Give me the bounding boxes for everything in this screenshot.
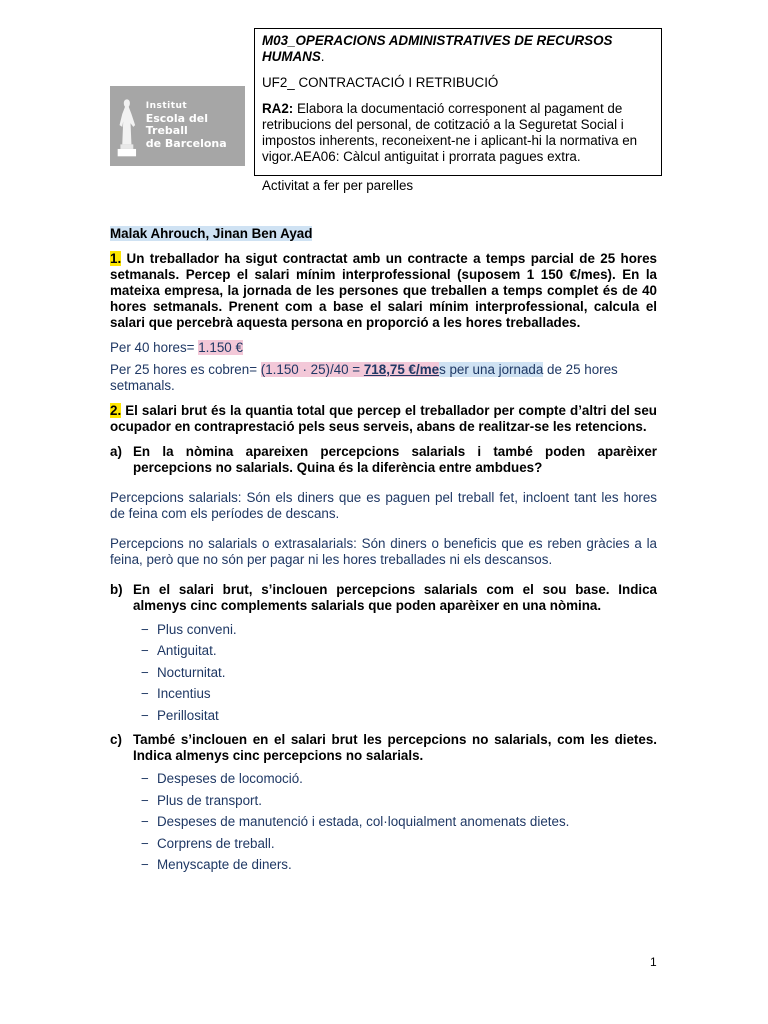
list-item: − Perillositat <box>141 707 219 723</box>
logo-line-1: Institut <box>145 100 188 111</box>
question-2c: c) També s’inclouen en el salari brut les percepcions no salarials, com les dietes. Indica almenys cinc percepcions no salarials. <box>110 731 657 763</box>
document-body <box>110 226 657 876</box>
logo-line-3: de Barcelona <box>145 137 227 151</box>
answer-2a-salarials: Percepcions salarials: Són els diners que es paguen pel treball fet, incloent tant les hores de feina com els períodes de descans. <box>110 490 657 521</box>
list-item: − Despeses de locomoció. <box>141 771 303 787</box>
list-item: − Plus conveni. <box>141 621 237 637</box>
school-logo <box>110 86 245 166</box>
list-item: − Nocturnitat. <box>141 664 226 680</box>
header-box <box>254 28 662 176</box>
salary-complements-list <box>141 619 657 727</box>
list-item: − Antiguitat. <box>141 643 217 659</box>
question-2: 2. El salari brut és la quantia total que percep el treballador per compte d’altri del seu ocupador en contraprestació pels seus serveis, abans de realitzar-se les retencions. <box>110 403 657 434</box>
module-title: M03_OPERACIONS ADMINISTRATIVES DE RECURSOS HUMANS. <box>262 33 613 64</box>
logo-line-2: Escola del Treball <box>145 112 208 137</box>
answer-1-line-1: Per 40 hores= 1.150 € <box>110 340 243 355</box>
question-2a: a) En la nòmina apareixen percepcions salarials i també poden aparèixer percepcions no salarials. Quina és la diferència entre ambdues? <box>110 444 657 475</box>
list-item: − Plus de transport. <box>141 792 262 808</box>
answer-1-line-2: Per 25 hores es cobren= (1.150 · 25)/40 = 718,75 €/mes per una jornada de 25 hores setmanals. <box>110 362 618 393</box>
page-number: 1 <box>650 955 657 969</box>
question-1: 1. Un treballador ha sigut contractat amb un contracte a temps parcial de 25 hores setmanals. Percep el salari mínim interprofessional (suposem 1 150 €/mes). En la mateixa empresa, la jornada de les persones que treballen a temps complet és de 40 hores setmanals. Prenent com a base el salari mínim interprofessional, calcula el salari que percebrà aquesta persona en proporció a les hores treballades. <box>110 251 657 330</box>
list-item: − Menyscapte de diners. <box>141 857 292 873</box>
list-item: − Despeses de manutenció i estada, col·loquialment anomenats dietes. <box>141 814 570 830</box>
activity-note: Activitat a fer per parelles <box>262 178 414 193</box>
answer-2a-no-salarials: Percepcions no salarials o extrasalarials: Són diners o beneficis que es reben gràcies a la feina, però que no són per pagar ni les hores treballades ni els descansos. <box>110 536 657 567</box>
unit-title: UF2_ CONTRACTACIÓ I RETRIBUCIÓ <box>262 75 499 90</box>
learning-outcome: RA2: Elabora la documentació corresponent al pagament de retribucions del personal, de cotització a la Seguretat Social i impostos inherents, reconeixent-ne i aplicant-hi la normativa en vigor.AEA06: Càlcul antiguitat i prorrata pagues extra. <box>262 101 638 164</box>
statue-icon <box>114 91 140 161</box>
list-item: − Corprens de treball. <box>141 835 275 851</box>
list-item: − Incentius <box>141 686 211 702</box>
authors: Malak Ahrouch, Jinan Ben Ayad <box>110 226 313 241</box>
logo-text <box>146 102 245 150</box>
question-2b: b) En el salari brut, s’inclouen percepcions salarials com el sou base. Indica almenys cinc complements salarials que poden aparèixer en una nòmina. <box>110 582 657 613</box>
non-salary-perceptions-list <box>141 769 657 877</box>
